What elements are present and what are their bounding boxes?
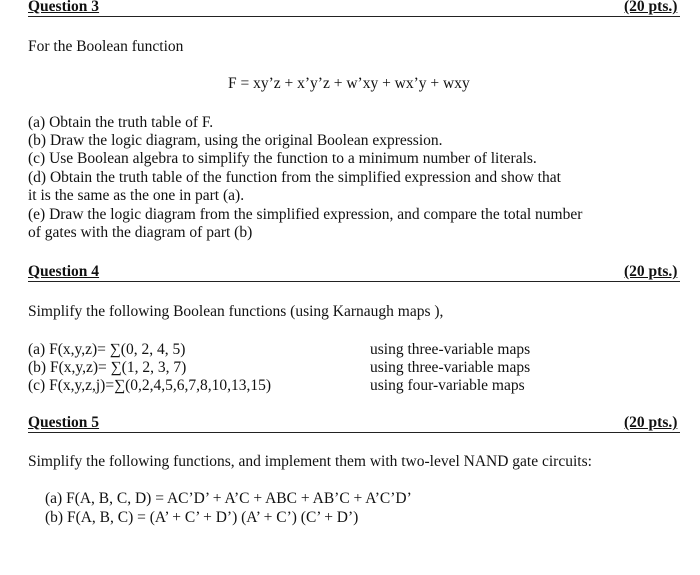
q3-part-e-continued: of gates with the diagram of part (b) (28, 224, 253, 241)
question-3-intro: For the Boolean function (28, 38, 184, 55)
question-3-title: Question 3 (28, 0, 100, 15)
question-4-divider (28, 281, 680, 282)
question-5-title: Question 5 (28, 414, 100, 431)
question-3-formula: F = xy’z + x’y’z + w’xy + wx’y + wxy (228, 75, 470, 92)
q3-part-c: (c) Use Boolean algebra to simplify the function to a minimum number of literals. (28, 150, 537, 167)
q4-item-a-method: using three-variable maps (370, 341, 531, 358)
q4-item-c-expression: (c) F(x,y,z,j)=∑(0,2,4,5,6,7,8,10,13,15) (28, 377, 272, 394)
q5-item-a: (a) F(A, B, C, D) = AC’D’ + A’C + ABC + AB’C + A’C’D’ (45, 490, 412, 507)
q3-part-e: (e) Draw the logic diagram from the simplified expression, and compare the total number (28, 206, 583, 223)
q5-item-b: (b) F(A, B, C) = (A’ + C’ + D’) (A’ + C’) (C’ + D’) (45, 509, 359, 526)
question-5-intro: Simplify the following functions, and implement them with two-level NAND gate circuits: (28, 453, 592, 470)
q3-part-a: (a) Obtain the truth table of F. (28, 114, 214, 131)
q4-item-a-expression: (a) F(x,y,z)= ∑(0, 2, 4, 5) (28, 341, 186, 358)
q4-item-b-expression: (b) F(x,y,z)= ∑(1, 2, 3, 7) (28, 359, 187, 376)
question-4-points: (20 pts.) (624, 263, 678, 280)
question-4-intro: Simplify the following Boolean functions (using Karnaugh maps ), (28, 303, 444, 320)
question-5-divider (28, 432, 680, 433)
q4-item-b-method: using three-variable maps (370, 359, 531, 376)
question-4-title: Question 4 (28, 263, 100, 280)
question-3-points: (20 pts.) (624, 0, 678, 15)
q3-part-b: (b) Draw the logic diagram, using the original Boolean expression. (28, 132, 443, 149)
q3-part-d: (d) Obtain the truth table of the function from the simplified expression and show that (28, 169, 561, 186)
question-3-divider (28, 16, 680, 17)
q3-part-d-continued: it is the same as the one in part (a). (28, 187, 245, 204)
question-5-points: (20 pts.) (624, 414, 678, 431)
q4-item-c-method: using four-variable maps (370, 377, 525, 394)
